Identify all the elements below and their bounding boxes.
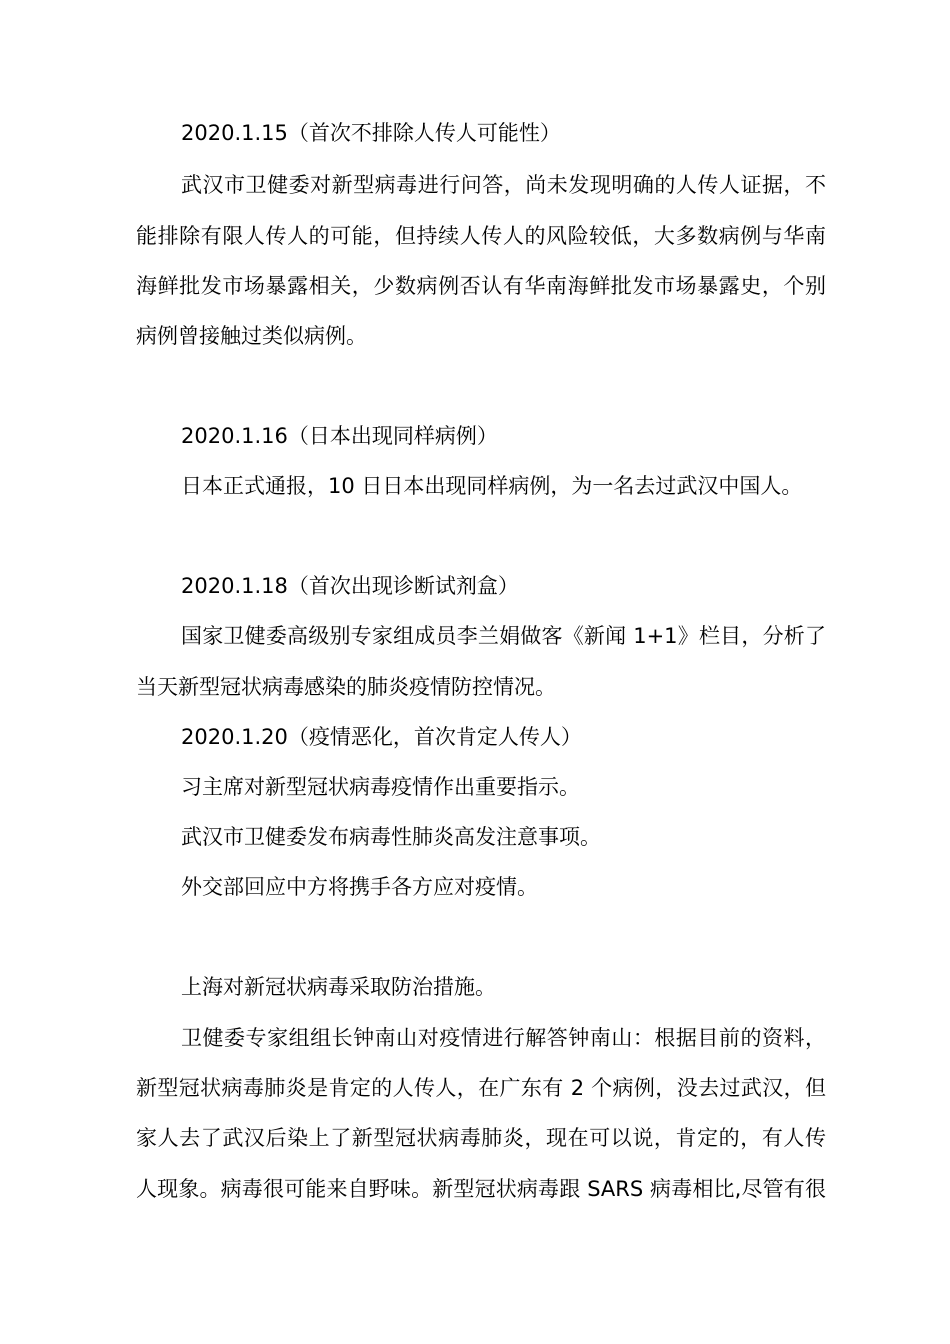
paragraph-line: 武汉市卫健委发布病毒性肺炎高发注意事项。 [181, 825, 601, 849]
paragraph-line: 当天新型冠状病毒感染的肺炎疫情防控情况。 [136, 675, 556, 699]
paragraph-line: 新型冠状病毒肺炎是肯定的人传人，在广东有 2 个病例，没去过武汉，但 [136, 1076, 826, 1100]
entry-heading: 2020.1.15（首次不排除人传人可能性） [181, 121, 561, 145]
paragraph-line: 卫健委专家组组长钟南山对疫情进行解答钟南山：根据目前的资料， [181, 1026, 826, 1050]
paragraph-line: 习主席对新型冠状病毒疫情作出重要指示。 [181, 775, 580, 799]
paragraph-line: 日本正式通报，10 日日本出现同样病例，为一名去过武汉中国人。 [181, 474, 803, 498]
entry-heading: 2020.1.16（日本出现同样病例） [181, 424, 498, 448]
paragraph-line: 国家卫健委高级别专家组成员李兰娟做客《新闻 1+1》栏目，分析了 [181, 624, 826, 648]
paragraph-line: 海鲜批发市场暴露相关，少数病例否认有华南海鲜批发市场暴露史，个别 [136, 274, 826, 298]
paragraph-line: 能排除有限人传人的可能，但持续人传人的风险较低，大多数病例与华南 [136, 224, 826, 248]
paragraph-line: 病例曾接触过类似病例。 [136, 324, 367, 348]
entry-heading: 2020.1.20（疫情恶化，首次肯定人传人） [181, 725, 582, 749]
paragraph-line: 上海对新冠状病毒采取防治措施。 [181, 975, 496, 999]
paragraph-line: 人现象。病毒很可能来自野味。新型冠状病毒跟 SARS 病毒相比,尽管有很 [136, 1177, 826, 1201]
paragraph-line: 家人去了武汉后染上了新型冠状病毒肺炎，现在可以说，肯定的，有人传 [136, 1126, 826, 1150]
paragraph-line: 外交部回应中方将携手各方应对疫情。 [181, 875, 538, 899]
paragraph-line: 武汉市卫健委对新型病毒进行问答，尚未发现明确的人传人证据，不 [181, 173, 826, 197]
entry-heading: 2020.1.18（首次出现诊断试剂盒） [181, 574, 519, 598]
